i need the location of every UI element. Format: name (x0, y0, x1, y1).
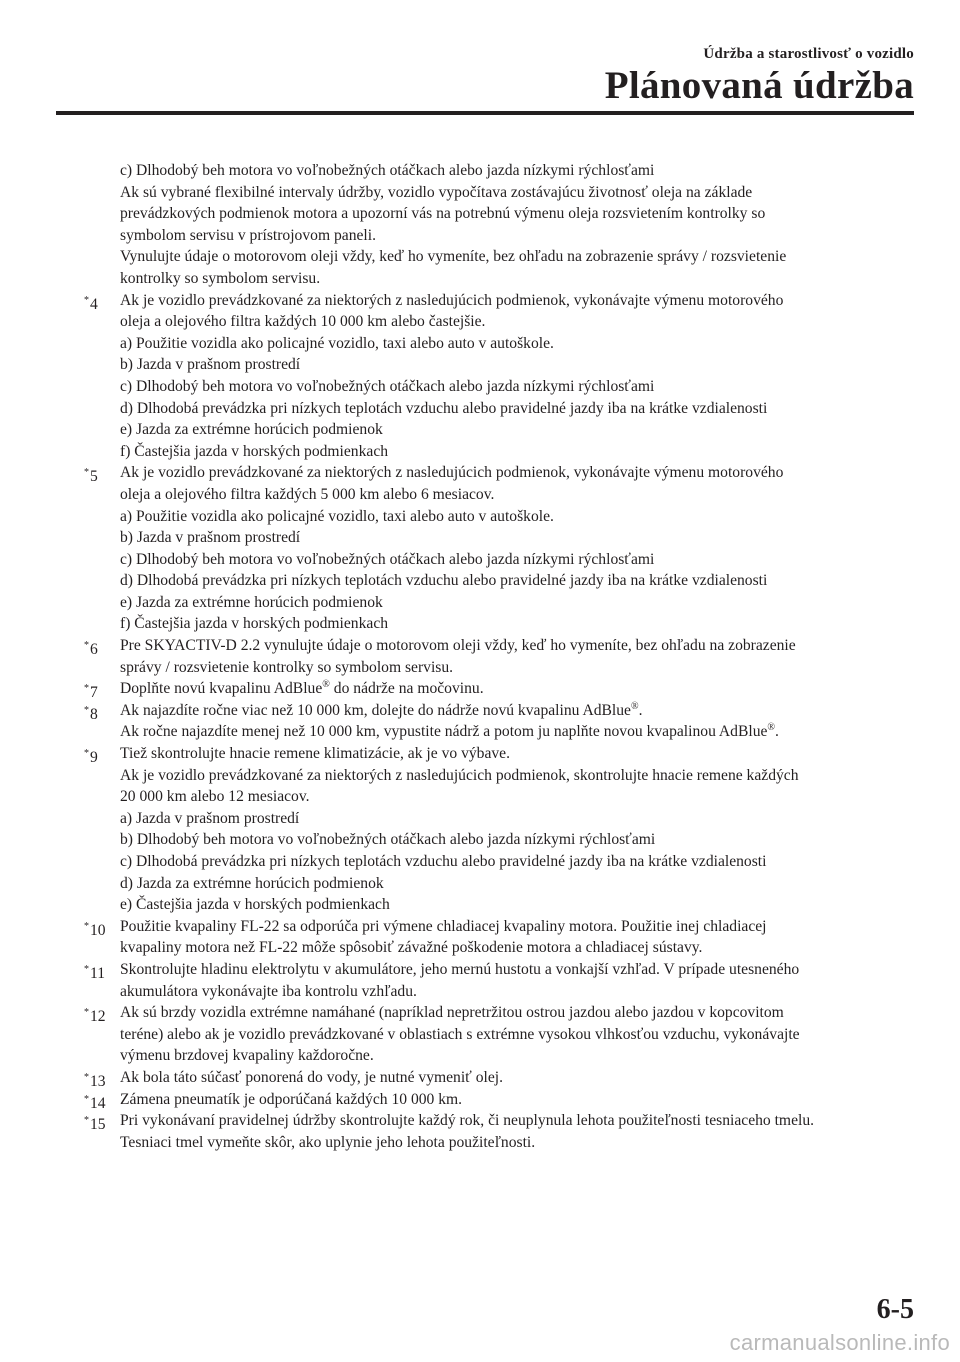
footnote-first-line (84, 1067, 916, 1089)
footnote-first-line (84, 916, 916, 938)
intro-block (84, 160, 916, 290)
text-line: prevádzkových podmienok motora a upozorní vás na potrebnú výmenu oleja rozsvietením kontrolky so (120, 205, 766, 223)
footnote-number: 4 (90, 295, 98, 313)
text-line: symbolom servisu v prístrojovom paneli. (120, 226, 376, 244)
footnote-star: * (84, 1071, 89, 1083)
list-item: b) Jazda v prašnom prostredí (120, 356, 301, 374)
footnote-6 (84, 635, 916, 678)
footnote-number: 11 (90, 964, 106, 982)
footnote-star: * (84, 963, 89, 975)
text-line: akumulátora vykonávajte iba kontrolu vzhľadu. (120, 982, 417, 1000)
list-item: e) Jazda za extrémne horúcich podmienok (120, 593, 383, 611)
footnote-number: 15 (90, 1116, 106, 1134)
list-item: c) Dlhodobý beh motora vo voľnobežných otáčkach alebo jazda nízkymi rýchlosťami (120, 550, 655, 568)
list-item: f) Častejšia jazda v horských podmienkach (120, 442, 389, 460)
list-item: a) Použitie vozidla ako policajné vozidlo, taxi alebo auto v autoškole. (120, 507, 554, 525)
text-line: c) Dlhodobý beh motora vo voľnobežných otáčkach alebo jazda nízkymi rýchlosťami (120, 162, 655, 179)
text-line: teréne) alebo ak je vozidlo prevádzkované v oblastiach s extrémne vysokou vlhkosťou vzduchu, vykonávajte (120, 1025, 800, 1043)
list-item: d) Dlhodobá prevádzka pri nízkych teplotách vzduchu alebo pravidelné jazdy iba na krátke vzdialenosti (120, 399, 768, 417)
list-item: d) Jazda za extrémne horúcich podmienok (120, 874, 384, 892)
footnote-number: 14 (90, 1094, 106, 1112)
footnote-first-line (84, 290, 916, 312)
footnote-number: 10 (90, 921, 106, 939)
page-content (84, 160, 916, 1153)
footnote-text: Ak sú brzdy vozidla extrémne namáhané (napríklad nepretržitou ostrou jazdou alebo jazdou v kopcovitom (120, 1004, 784, 1022)
text-line: Vynulujte údaje o motorovom oleji vždy, keď ho vymeníte, bez ohľadu na zobrazenie správy / rozsvietenie (120, 248, 787, 266)
text-line: správy / rozsvietenie kontrolky so symbolom servisu. (120, 658, 454, 676)
text-line: 20 000 km alebo 12 mesiacov. (120, 788, 310, 806)
footnote-8 (84, 700, 916, 743)
page-title: Plánovaná údržba (604, 64, 914, 107)
footnote-text: Použitie kvapaliny FL-22 sa odporúča pri výmene chladiacej kvapaliny motora. Použitie inej chladiacej (120, 917, 767, 935)
footnote-first-line (84, 462, 916, 484)
footnote-text: do nádrže na močovinu. (329, 680, 484, 698)
header-rule (56, 111, 914, 115)
footnote-number: 6 (90, 641, 98, 659)
footnote-first-line (84, 678, 916, 700)
footnote-text: Pri vykonávaní pravidelnej údržby skontrolujte každý rok, či neuplynula lehota použiteľnosti tesniaceho tmelu. (120, 1112, 815, 1130)
list-item: c) Dlhodobý beh motora vo voľnobežných otáčkach alebo jazda nízkymi rýchlosťami (120, 377, 655, 395)
footnote-star: * (84, 640, 89, 652)
footnote-text: Ak ročne najazdíte menej než 10 000 km, vypustite nádrž a potom ju naplňte novou kvapalinou AdBlue (120, 723, 768, 741)
footnote-number: 7 (90, 684, 98, 702)
list-item: a) Použitie vozidla ako policajné vozidlo, taxi alebo auto v autoškole. (120, 334, 554, 352)
footnote-first-line (84, 1002, 916, 1024)
footnote-star: * (84, 1007, 89, 1019)
footnote-star: * (84, 748, 89, 760)
footnote-first-line (84, 743, 916, 765)
footnote-first-line (84, 635, 916, 657)
footnote-9 (84, 743, 916, 916)
registered-mark: ® (630, 700, 639, 712)
footnote-text: Ak je vozidlo prevádzkované za niektorých z nasledujúcich podmienok, vykonávajte výmenu motorového (120, 291, 784, 309)
footnote-text: Ak je vozidlo prevádzkované za niektorých z nasledujúcich podmienok, vykonávajte výmenu motorového (120, 464, 784, 482)
footnote-text: Ak bola táto súčasť ponorená do vody, je nutné vymeniť olej. (120, 1068, 504, 1086)
footnote-11 (84, 959, 916, 1002)
text-line: kvapaliny motora než FL-22 môže spôsobiť závažné poškodenie motora a chladiacej sústavy. (120, 939, 703, 957)
footnote-text: Skontrolujte hladinu elektrolytu v akumulátore, jeho mernú hustotu a vonkajší vzhľad. V prípade utesneného (120, 960, 800, 978)
footnote-10 (84, 916, 916, 959)
footnote-number: 8 (90, 705, 98, 723)
list-item: b) Dlhodobý beh motora vo voľnobežných otáčkach alebo jazda nízkymi rýchlosťami (120, 831, 656, 849)
footnote-first-line (84, 1110, 916, 1132)
list-item: e) Jazda za extrémne horúcich podmienok (120, 421, 383, 439)
footnote-number: 13 (90, 1072, 106, 1090)
text-line: Ak sú vybrané flexibilné intervaly údržby, vozidlo vypočítava zostávajúcu životnosť oleja na základe (120, 183, 753, 201)
footnote-star: * (84, 1093, 89, 1105)
footnote-7 (84, 678, 916, 700)
footnote-15 (84, 1110, 916, 1153)
footnote-text: . (638, 701, 643, 719)
footnote-12 (84, 1002, 916, 1067)
footnote-5 (84, 462, 916, 635)
footnote-first-line (84, 700, 916, 722)
list-item: e) Častejšia jazda v horských podmienkach (120, 896, 390, 914)
text-line: oleja a olejového filtra každých 10 000 km alebo častejšie. (120, 313, 486, 331)
footnote-text: Doplňte novú kvapalinu AdBlue (120, 680, 323, 698)
footnote-number: 5 (90, 468, 98, 486)
footnote-star: * (84, 294, 89, 306)
footnote-star: * (84, 920, 89, 932)
footnote-number: 12 (90, 1008, 106, 1026)
footnote-text: Ak najazdíte ročne viac než 10 000 km, dolejte do nádrže novú kvapalinu AdBlue (120, 701, 631, 719)
footnote-4 (84, 290, 916, 463)
footnote-text: . (775, 723, 779, 741)
text-line: výmenu brzdovej kvapaliny každoročne. (120, 1047, 374, 1065)
text-line: kontrolky so symbolom servisu. (120, 269, 321, 287)
footnote-14 (84, 1089, 916, 1111)
list-item: b) Jazda v prašnom prostredí (120, 529, 301, 547)
list-item: f) Častejšia jazda v horských podmienkach (120, 615, 389, 633)
page-number: 6-5 (876, 1294, 914, 1325)
list-item: d) Dlhodobá prevádzka pri nízkych teplotách vzduchu alebo pravidelné jazdy iba na krátke vzdialenosti (120, 572, 768, 590)
footnote-text: Tiež skontrolujte hnacie remene klimatizácie, ak je vo výbave. (120, 745, 510, 763)
footnote-star: * (84, 704, 89, 716)
footnote-text: Zámena pneumatík je odporúčaná každých 10 000 km. (120, 1090, 463, 1108)
text-line (84, 721, 916, 743)
registered-mark: ® (767, 722, 776, 734)
watermark: carmanualsonline.info (729, 1330, 950, 1355)
section-title: Údržba a starostlivosť o vozidlo (703, 46, 914, 62)
text-line: Tesniaci tmel vymeňte skôr, ako uplynie jeho lehota použiteľnosti. (120, 1133, 536, 1151)
footnote-first-line (84, 1089, 916, 1111)
footnote-first-line (84, 959, 916, 981)
text-line: oleja a olejového filtra každých 5 000 km alebo 6 mesiacov. (120, 485, 495, 503)
footnote-text: Pre SKYACTIV-D 2.2 vynulujte údaje o motorovom oleji vždy, keď ho vymeníte, bez ohľadu na zobrazenie (120, 637, 796, 655)
list-item: a) Jazda v prašnom prostredí (120, 809, 300, 827)
text-line: Ak je vozidlo prevádzkované za niektorých z nasledujúcich podmienok, skontrolujte hnacie remene každých (120, 766, 799, 784)
registered-mark: ® (322, 679, 330, 691)
list-item: c) Dlhodobá prevádzka pri nízkych teplotách vzduchu alebo pravidelné jazdy iba na krátke vzdialenosti (120, 853, 767, 870)
footnote-star: * (84, 467, 89, 479)
footnote-13 (84, 1067, 916, 1089)
footnote-star: * (84, 1115, 89, 1127)
footnote-number: 9 (90, 749, 98, 767)
footnote-star: * (84, 683, 89, 695)
